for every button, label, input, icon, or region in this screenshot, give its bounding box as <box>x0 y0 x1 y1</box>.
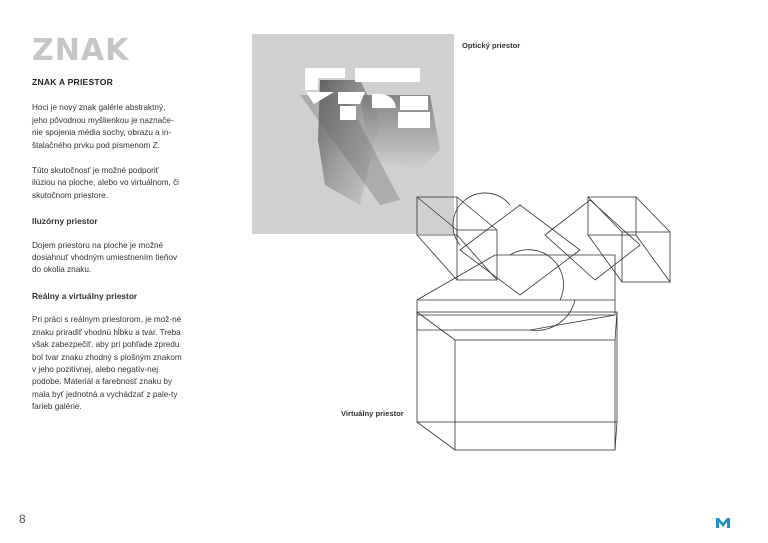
virtual-wireframe <box>417 193 670 450</box>
page-number: 8 <box>19 512 26 526</box>
section-title: ZNAK A PRIESTOR <box>32 77 113 87</box>
subheading-illusory: Iluzórny priestor <box>32 216 98 227</box>
page-title: ZNAK <box>32 33 130 68</box>
paragraph-illusion: Túto skutočnosť je možné podporiť ilúziou na ploche, alebo vo virtuálnom, či skutočnom priestore. <box>32 166 180 200</box>
gallery-logo-icon <box>716 515 730 533</box>
paragraph-real: Pri práci s reálnym priestorom, je mož-né znaku priradiť vhodnú hĺbku a tvar. Treba však zabezpečiť, aby pri pohľade zpredu bol tvar znaku zhodný s plošným znakom v jeho pozitívnej, alebo negatív-nej podobe. Materiál a farebnosť znaku by mala byť jednotná a vychádzať z pale-ty farieb galérie. <box>32 315 182 412</box>
virtual-space-label: Virtuálny priestor <box>341 409 404 418</box>
optical-space-label: Optický priestor <box>462 41 521 50</box>
optical-z-sign <box>300 68 440 205</box>
subheading-real-virtual: Reálny a virtuálny priestor <box>32 290 138 301</box>
paragraph-intro: Hoci je nový znak galérie abstraktný, jeho pôvodnou myšlienkou je naznače-nie spojenia média sochy, obrazu a in-štalačného prvku pod písmenom Z. <box>32 103 174 150</box>
paragraph-shadows: Dojem priestoru na ploche je možné dosiahnuť vhodným umiestnením tieňov do okolia znaku. <box>32 240 178 275</box>
